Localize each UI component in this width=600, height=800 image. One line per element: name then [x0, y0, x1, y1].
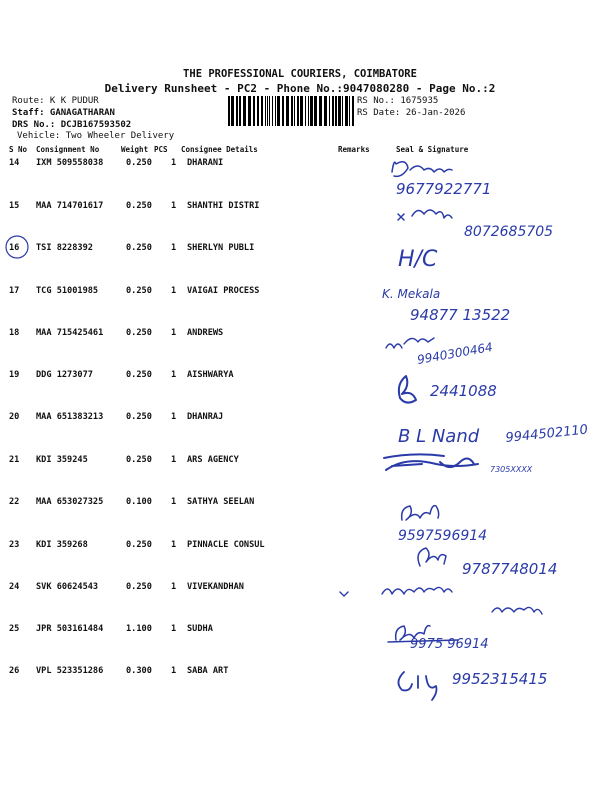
cell-sno: 18	[9, 328, 20, 338]
phone-row-26: 9952315415	[452, 670, 548, 688]
phone-row-21: 7305XXXX	[490, 465, 533, 474]
cell-consignment: JPR 503161484	[36, 624, 104, 634]
circle-mark	[6, 236, 28, 258]
cell-weight: 0.250	[126, 201, 152, 211]
signature-row-14	[392, 162, 452, 177]
cell-pcs: 1	[171, 582, 177, 592]
runsheet-subtitle: Delivery Runsheet - PC2 - Phone No.:9047080280 - Page No.:2	[104, 82, 496, 95]
rs-date: RS Date: 26-Jan-2026	[357, 108, 466, 118]
cell-sno: 25	[9, 624, 20, 634]
col-sno: S No	[9, 145, 28, 154]
cell-pcs: 1	[171, 201, 177, 211]
cell-sno: 16	[9, 243, 20, 253]
cell-consignee: SHANTHI DISTRI	[187, 201, 260, 211]
name-row-20: B L Nand	[398, 426, 480, 447]
signature-row-19	[399, 376, 416, 403]
col-signature: Seal & Signature	[396, 145, 469, 154]
signature-row-18	[386, 338, 434, 348]
signature-row-24	[382, 587, 452, 594]
signature-row-15	[398, 210, 452, 220]
cell-consignee: SUDHA	[187, 624, 213, 634]
cell-consignment: VPL 523351286	[36, 666, 104, 676]
cell-pcs: 1	[171, 497, 177, 507]
cell-consignee: ANDREWS	[187, 328, 224, 338]
tick-mark-row-24	[340, 592, 348, 596]
cell-sno: 17	[9, 286, 20, 296]
col-consignee: Consignee Details	[181, 145, 258, 154]
num-row-19: 2441088	[430, 382, 497, 400]
cell-consignee: VIVEKANDHAN	[187, 582, 244, 592]
cell-weight: 0.250	[126, 370, 152, 380]
cell-pcs: 1	[171, 243, 177, 253]
phone-row-17: 94877 13522	[410, 306, 511, 324]
cell-consignee: AISHWARYA	[187, 370, 234, 380]
cell-pcs: 1	[171, 624, 177, 634]
cell-pcs: 1	[171, 286, 177, 296]
cell-pcs: 1	[171, 158, 177, 168]
cell-weight: 0.250	[126, 243, 152, 253]
col-pcs: PCS	[154, 145, 168, 154]
cell-consignment: MAA 651383213	[36, 412, 104, 422]
cell-pcs: 1	[171, 412, 177, 422]
cell-consignee: SHERLYN PUBLI	[187, 243, 255, 253]
col-weight: Weight	[121, 145, 149, 154]
cell-sno: 26	[9, 666, 20, 676]
cell-weight: 0.250	[126, 328, 152, 338]
cell-weight: 0.250	[126, 158, 152, 168]
cell-sno: 15	[9, 201, 20, 211]
company-title: THE PROFESSIONAL COURIERS, COIMBATORE	[183, 68, 417, 80]
cell-consignment: DDG 1273077	[36, 370, 93, 380]
vehicle-label: Vehicle: Two Wheeler Delivery	[17, 131, 175, 141]
cell-sno: 20	[9, 412, 20, 422]
cell-sno: 23	[9, 540, 20, 550]
staff-label: Staff: GANAGATHARAN	[12, 108, 115, 118]
cell-weight: 0.250	[126, 582, 152, 592]
cell-consignee: SABA ART	[187, 666, 229, 676]
cell-sno: 24	[9, 582, 20, 592]
cell-weight: 0.250	[126, 540, 152, 550]
cell-sno: 14	[9, 158, 20, 168]
cell-consignment: MAA 653027325	[36, 497, 104, 507]
phone-row-22: 9597596914	[398, 528, 488, 544]
phone-row-18: 9940300464	[416, 339, 494, 367]
cell-sno: 22	[9, 497, 20, 507]
cell-weight: 0.300	[126, 666, 152, 676]
phone-row-23: 9787748014	[462, 560, 558, 578]
mark-row-16: H/C	[398, 247, 438, 272]
col-remarks: Remarks	[338, 145, 370, 154]
cell-pcs: 1	[171, 666, 177, 676]
signature-row-22	[402, 506, 439, 520]
cell-consignee: PINNACLE CONSUL	[187, 540, 265, 550]
signature-row-23	[418, 548, 446, 566]
route-label: Route: K K PUDUR	[12, 96, 99, 106]
cell-consignment: SVK 60624543	[36, 582, 99, 592]
cell-pcs: 1	[171, 370, 177, 380]
cell-pcs: 1	[171, 328, 177, 338]
cell-weight: 1.100	[126, 624, 152, 634]
cell-consignment: TCG 51001985	[36, 286, 99, 296]
phone-row-15: 8072685705	[464, 224, 554, 240]
cell-consignment: TSI 8228392	[36, 243, 93, 253]
signature-extra-row-24	[492, 607, 542, 614]
col-consignment: Consignment No	[36, 145, 100, 154]
cell-consignment: KDI 359268	[36, 540, 88, 550]
cell-consignment: KDI 359245	[36, 455, 88, 465]
cell-consignee: ARS AGENCY	[187, 455, 239, 465]
cell-consignee: DHARANI	[187, 158, 224, 168]
cell-consignee: VAIGAI PROCESS	[187, 286, 260, 296]
cell-weight: 0.250	[126, 412, 152, 422]
phone-row-20: 9944502110	[504, 422, 589, 446]
signature-row-21	[384, 454, 478, 470]
cell-weight: 0.250	[126, 455, 152, 465]
cell-weight: 0.100	[126, 497, 152, 507]
cell-consignee: DHANRAJ	[187, 412, 224, 422]
phone-row-14: 9677922771	[396, 180, 492, 198]
cell-consignment: IXM 509558038	[36, 158, 104, 168]
rs-number: RS No.: 1675935	[357, 96, 439, 106]
cell-consignment: MAA 715425461	[36, 328, 104, 338]
cell-sno: 19	[9, 370, 20, 380]
phone-row-25: 9975 96914	[410, 637, 489, 652]
cell-consignee: SATHYA SEELAN	[187, 497, 255, 507]
cell-weight: 0.250	[126, 286, 152, 296]
cell-pcs: 1	[171, 455, 177, 465]
cell-pcs: 1	[171, 540, 177, 550]
cell-sno: 21	[9, 455, 20, 465]
drs-number: DRS No.: DCJB167593502	[12, 120, 132, 130]
cell-consignment: MAA 714701617	[36, 201, 104, 211]
name-row-17: K. Mekala	[382, 287, 441, 301]
signature-row-26	[398, 672, 436, 700]
